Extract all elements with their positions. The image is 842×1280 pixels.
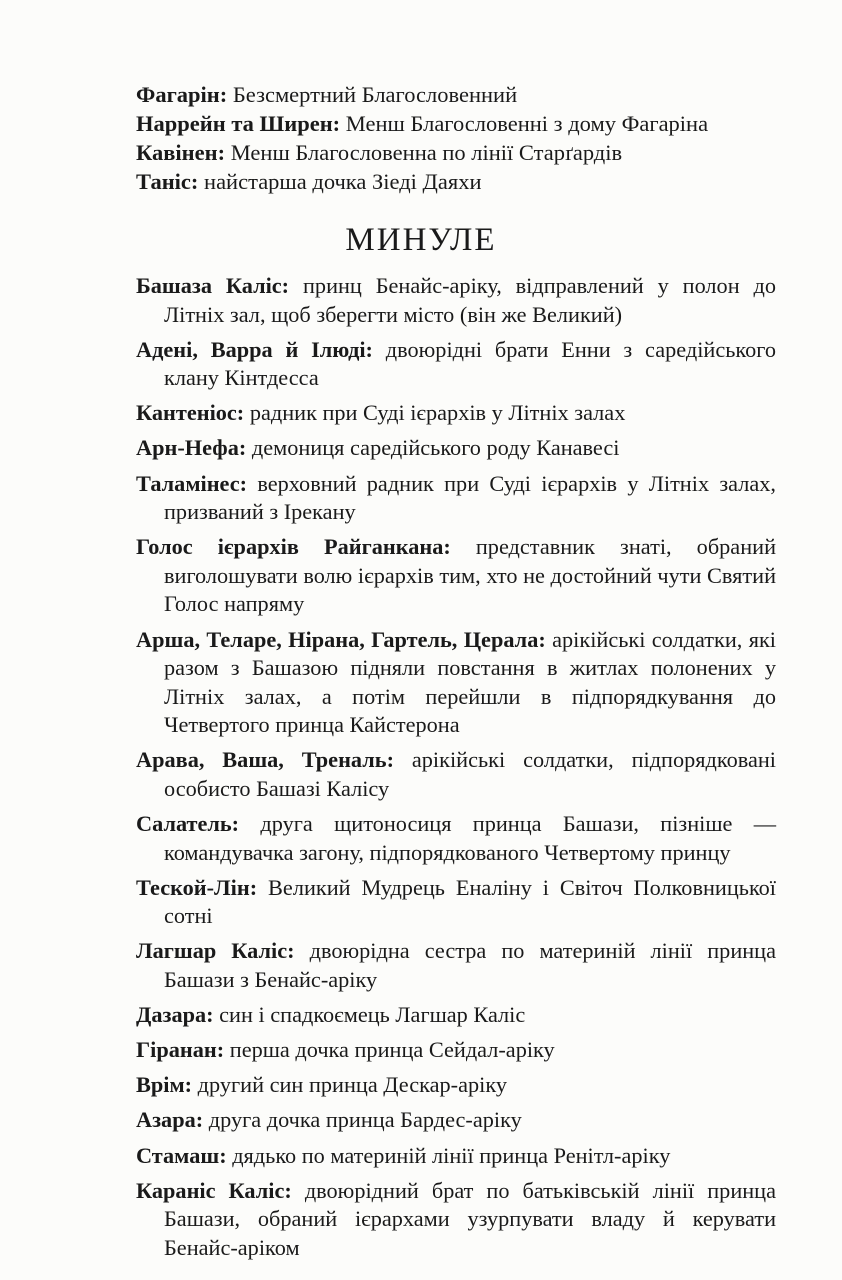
character-name: Дазара:	[136, 1002, 214, 1028]
character-name: Врім:	[136, 1072, 193, 1098]
character-description: двоюрідна сестра по материній лінії принца Башази з Бенайс-аріку	[164, 938, 777, 993]
character-entry	[136, 1001, 776, 1030]
character-entry	[136, 109, 776, 138]
character-name: Караніс Каліс:	[136, 1177, 292, 1203]
character-description: радник при Суді ієрархів у Літніх залах	[249, 400, 626, 426]
character-entry	[136, 336, 776, 393]
character-description: другий син принца Дескар-аріку	[197, 1072, 507, 1098]
character-description: двоюрідний брат по батьківській лінії принца Башази, обраний ієрархами узурпувати владу й керувати Бенайс-аріком	[164, 1177, 777, 1260]
character-description: демониця саредійського роду Канавесі	[251, 435, 620, 461]
character-description: друга щитоносиця принца Башази, пізніше — командувачка загону, підпорядкованого Четвертому принцу	[164, 811, 776, 865]
character-entry	[136, 810, 776, 867]
character-entry	[136, 272, 776, 329]
character-description: представник знаті, обраний виголошувати волю ієрархів тим, хто не достойний чути Святий Голос напряму	[164, 534, 777, 617]
character-description: принц Бенайс-аріку, відправлений у полон до Літніх зал, щоб зберегти місто (він же Великий)	[164, 273, 777, 327]
character-name: Арава, Ваша, Треналь:	[136, 747, 394, 773]
character-name: Кавінен:	[136, 140, 226, 165]
character-entry	[136, 1071, 776, 1100]
character-name: Азара:	[136, 1107, 204, 1133]
character-entry	[136, 1142, 776, 1171]
character-name: Арн-Нефа:	[136, 435, 247, 461]
character-description: Менш Благословенні з дому Фагаріна	[345, 111, 709, 136]
character-description: син і спадкоємець Лагшар Каліс	[219, 1002, 526, 1028]
character-entry	[136, 1106, 776, 1135]
character-entry	[136, 626, 776, 740]
character-entry	[136, 138, 776, 167]
character-entry	[136, 167, 776, 196]
character-description: друга дочка принца Бардес-аріку	[208, 1107, 522, 1133]
character-name: Таніс:	[136, 169, 199, 194]
character-description: арікійські солдатки, підпорядковані особисто Башазі Калісу	[164, 747, 776, 801]
character-name: Кантеніос:	[136, 400, 245, 426]
character-name: Салатель:	[136, 811, 240, 837]
character-name: Теской-Лін:	[136, 874, 258, 900]
character-name: Арша, Теларе, Нірана, Гартель, Церала:	[136, 626, 546, 652]
character-name: Стамаш:	[136, 1142, 227, 1168]
character-entry	[136, 533, 776, 619]
character-description: найстарша дочка Зіеді Даяхи	[204, 169, 482, 194]
character-name: Адені, Варра й Ілюді:	[136, 336, 373, 362]
character-entry	[136, 470, 776, 527]
character-name: Таламінес:	[136, 470, 248, 496]
present-characters-list	[136, 80, 776, 196]
character-entry	[136, 1177, 776, 1263]
character-entry	[136, 434, 776, 463]
character-description: дядько по материній лінії принца Ренітл-аріку	[232, 1142, 671, 1168]
character-description: двоюрідні брати Енни з саредійського клану Кінтдесса	[164, 336, 776, 391]
character-entry	[136, 874, 776, 931]
character-description: Великий Мудрець Еналіну і Світоч Полковницької сотні	[164, 874, 776, 929]
character-name: Башаза Каліс:	[136, 273, 290, 298]
character-name: Гіранан:	[136, 1037, 225, 1063]
character-description: верховний радник при Суді ієрархів у Літніх залах, призваний з Ірекану	[164, 470, 776, 525]
character-description: перша дочка принца Сейдал-аріку	[229, 1037, 555, 1063]
past-characters-list	[136, 272, 776, 1269]
character-description: Менш Благословенна по лінії Старґардів	[230, 140, 623, 165]
character-entry	[136, 80, 776, 109]
character-description: арікійські солдатки, які разом з Башазою підняли повстання в житлах полонених у Літніх залах, а потім перейшли в підпорядкування до Четвертого принца Кайстерона	[164, 626, 776, 738]
character-description: Безсмертний Благословенний	[232, 82, 518, 107]
character-name: Фагарін:	[136, 82, 228, 107]
character-entry	[136, 399, 776, 428]
character-entry	[136, 1036, 776, 1065]
character-name: Голос ієрархів Райганкана:	[136, 534, 451, 560]
character-entry	[136, 937, 776, 994]
character-name: Наррейн та Ширен:	[136, 111, 341, 136]
section-title: МИНУЛЕ	[345, 222, 497, 258]
character-entry	[136, 746, 776, 803]
character-name: Лагшар Каліс:	[136, 938, 295, 964]
